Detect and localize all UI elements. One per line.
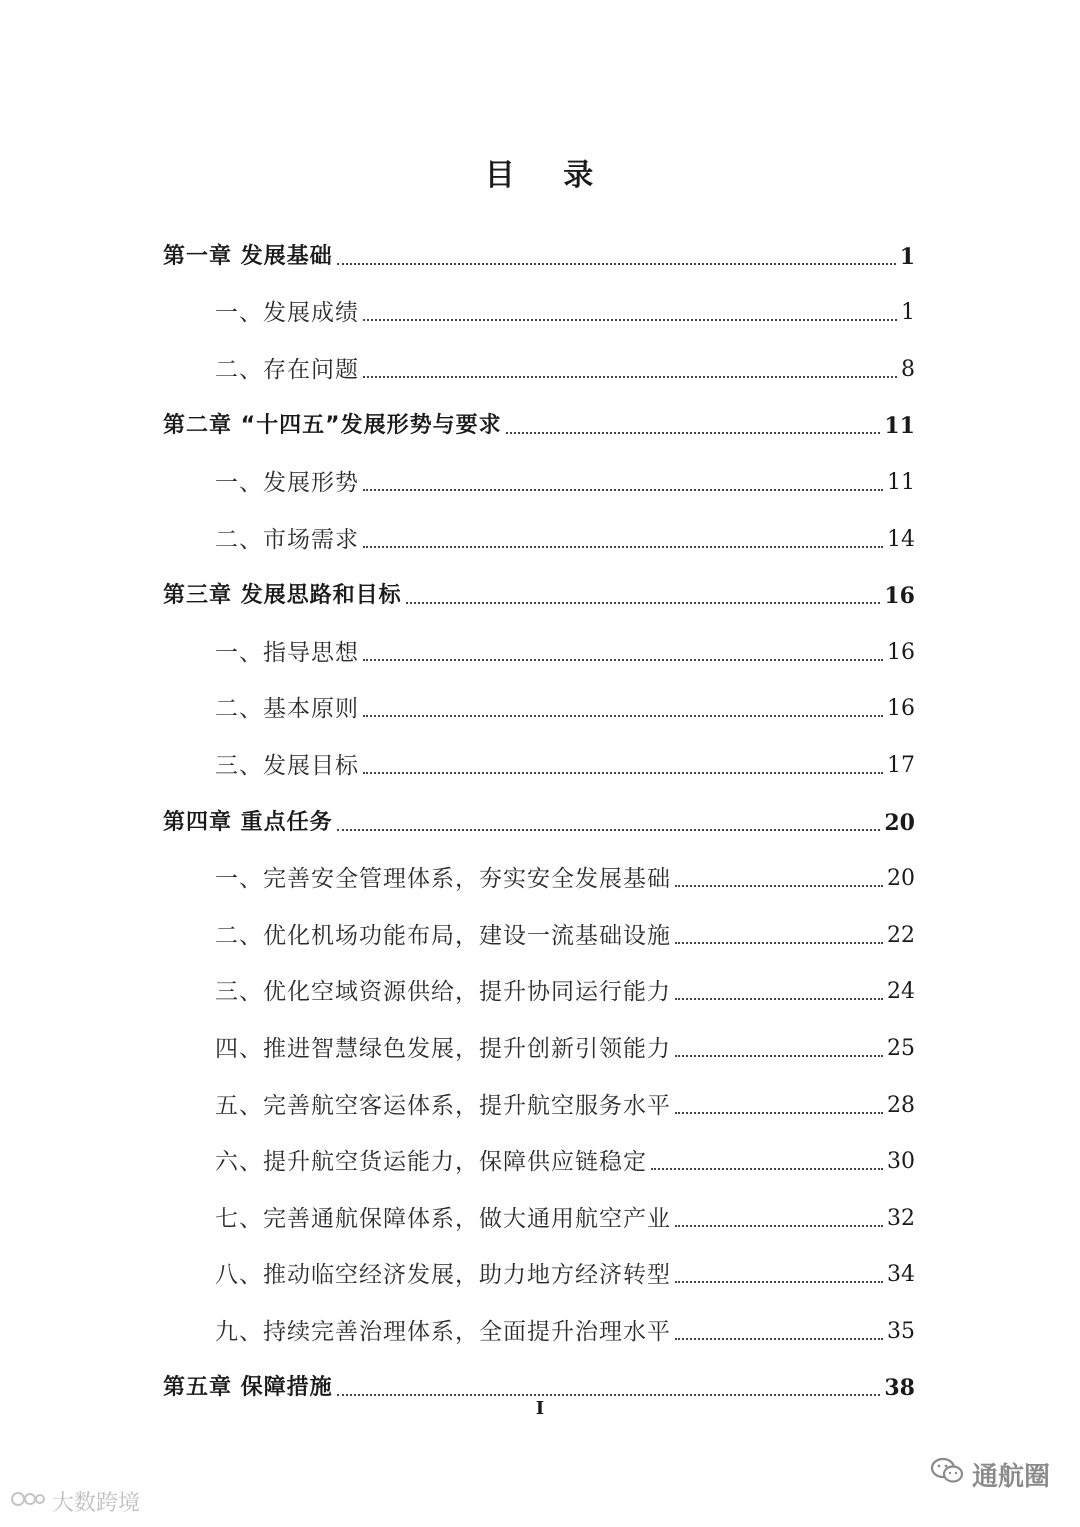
toc-leader-dots [363,489,883,491]
wechat-icon [930,1456,964,1493]
toc-entry-label: 二、优化机场功能布局，建设一流基础设施 [215,922,671,949]
toc-entry-label: 二、存在问题 [215,356,359,383]
brand-logo-icon [10,1488,46,1516]
toc-entry-page: 30 [887,1149,915,1175]
toc-entry-page: 38 [884,1375,915,1402]
toc-entry-page: 34 [887,1262,915,1288]
toc-entry-page: 1 [899,243,915,270]
toc-leader-dots [363,546,883,548]
toc-entry-label: 六、提升航空货运能力，保障供应链稳定 [215,1149,647,1176]
toc-section-row[interactable] [163,1007,915,1064]
toc-entry-page: 32 [887,1205,915,1231]
toc-entry-label: 二、市场需求 [215,526,359,553]
toc-entry-label: 八、推动临空经济发展，助力地方经济转型 [215,1262,671,1289]
toc-entry-label: 一、发展成绩 [215,300,359,327]
toc-entry-page: 20 [884,809,915,836]
toc-section-row[interactable] [163,838,915,895]
toc-entry-page: 1 [901,300,915,326]
toc-section-row[interactable] [163,951,915,1008]
toc-leader-dots [337,829,881,831]
toc-leader-dots [675,1225,883,1227]
toc-leader-dots [675,1281,883,1283]
watermark-left-text: 大数跨境 [52,1491,141,1516]
toc-chapter-row[interactable] [163,385,915,442]
toc-entry-page: 11 [887,469,915,495]
toc-entry-page: 8 [901,356,915,382]
toc-section-row[interactable] [163,1177,915,1234]
watermark-right [930,1456,1050,1493]
toc-entry-page: 14 [887,526,915,552]
toc-chapter-row[interactable] [163,555,915,612]
toc-leader-dots [675,942,883,944]
toc-entry-label: 第三章 发展思路和目标 [163,583,402,609]
toc-chapter-row[interactable] [163,781,915,838]
toc-section-row[interactable] [163,894,915,951]
toc-entry-page: 17 [887,752,915,778]
toc-leader-dots [651,1168,883,1170]
toc-leader-dots [363,772,883,774]
toc-leader-dots [363,319,897,321]
toc-leader-dots [675,998,883,1000]
toc-entry-page: 24 [887,979,915,1005]
toc-chapter-row[interactable] [163,215,915,272]
table-of-contents [163,215,915,1403]
toc-entry-page: 16 [884,583,915,610]
toc-entry-label: 第五章 保障措施 [163,1375,333,1401]
toc-entry-page: 25 [887,1035,915,1061]
toc-entry-label: 一、指导思想 [215,639,359,666]
toc-leader-dots [506,432,881,434]
toc-section-row[interactable] [163,441,915,498]
toc-leader-dots [675,1055,883,1057]
toc-leader-dots [363,659,883,661]
toc-leader-dots [675,885,883,887]
toc-entry-page: 28 [887,1092,915,1118]
toc-chapter-row[interactable] [163,1347,915,1404]
toc-section-row[interactable] [163,1290,915,1347]
toc-entry-label: 九、持续完善治理体系，全面提升治理水平 [215,1318,671,1345]
toc-entry-page: 35 [887,1318,915,1344]
toc-entry-label: 一、完善安全管理体系，夯实安全发展基础 [215,866,671,893]
toc-entry-label: 第二章 “十四五”发展形势与要求 [163,413,502,439]
toc-section-row[interactable] [163,668,915,725]
toc-entry-page: 11 [884,413,915,440]
toc-entry-label: 五、完善航空客运体系，提升航空服务水平 [215,1092,671,1119]
toc-entry-label: 三、发展目标 [215,752,359,779]
toc-entry-label: 四、推进智慧绿色发展，提升创新引领能力 [215,1035,671,1062]
toc-leader-dots [406,602,881,604]
toc-leader-dots [363,376,897,378]
toc-entry-label: 三、优化空域资源供给，提升协同运行能力 [215,979,671,1006]
toc-section-row[interactable] [163,1064,915,1121]
toc-entry-page: 16 [887,696,915,722]
toc-entry-page: 22 [887,922,915,948]
toc-section-row[interactable] [163,1121,915,1178]
page-title: 目 录 [484,158,596,193]
toc-entry-label: 第四章 重点任务 [163,809,333,835]
watermark-left [10,1486,140,1517]
toc-section-row[interactable] [163,724,915,781]
toc-section-row[interactable] [163,611,915,668]
toc-entry-page: 20 [887,866,915,892]
toc-section-row[interactable] [163,272,915,329]
toc-leader-dots [363,715,883,717]
footer-page-number: I [535,1398,545,1419]
toc-entry-label: 七、完善通航保障体系，做大通用航空产业 [215,1205,671,1232]
toc-section-row[interactable] [163,328,915,385]
toc-leader-dots [337,263,896,265]
toc-entry-page: 16 [887,639,915,665]
toc-section-row[interactable] [163,498,915,555]
toc-leader-dots [675,1112,883,1114]
toc-entry-label: 二、基本原则 [215,696,359,723]
watermark-right-text: 通航圈 [971,1462,1050,1492]
toc-entry-label: 一、发展形势 [215,469,359,496]
toc-leader-dots [675,1338,883,1340]
toc-leader-dots [337,1394,881,1396]
toc-entry-label: 第一章 发展基础 [163,243,333,269]
toc-section-row[interactable] [163,1234,915,1291]
